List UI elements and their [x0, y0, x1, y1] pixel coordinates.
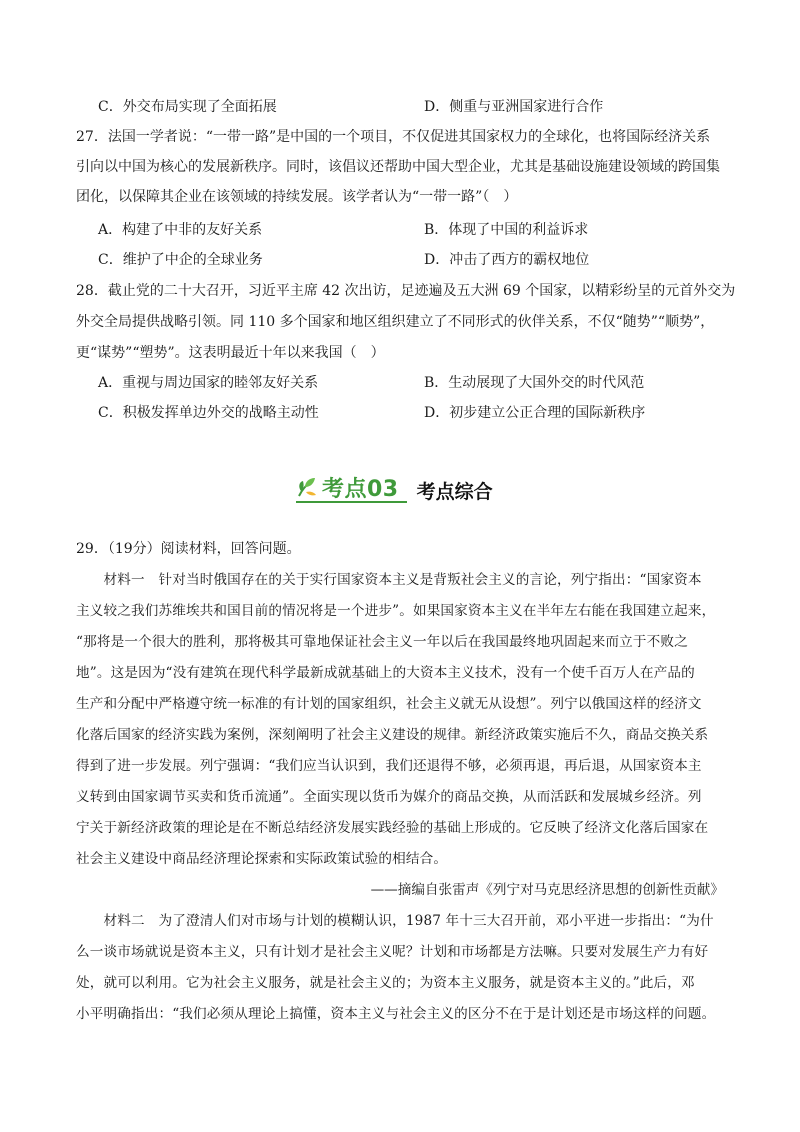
q27-option-a: A．构建了中非的友好关系 [98, 222, 263, 238]
section-badge [296, 473, 407, 503]
q28-stem-line-1: 28．截止党的二十大召开，习近平主席 42 次出访，足迹遍及五大洲 69 个国家，以精彩纷呈的元首外交为 [76, 283, 736, 299]
material2-line-3: 处，就可以利用。它为社会主义服务，就是社会主义的；为资本主义服务，就是资本主义的。”此后，邓 [76, 975, 695, 991]
section-title: 考点综合 [416, 480, 493, 503]
material2-line-2: 么一谈市场就说是资本主义，只有计划才是社会主义呢？计划和市场都是方法嘛。只要对发展生产力有好 [76, 944, 709, 960]
leaf-icon [296, 476, 318, 498]
material1-line-10: 社会主义建设中商品经济理论探索和实际政策试验的相结合。 [76, 851, 448, 867]
q27-option-b: B．体现了中国的利益诉求 [424, 222, 589, 238]
section-header [296, 470, 493, 506]
q27-stem-line-1: 27．法国一学者说：“一带一路”是中国的一个项目，不仅促进其国家权力的全球化，也将国际经济关系 [76, 129, 711, 145]
q29-stem: 29．（19分）阅读材料，回答问题。 [76, 541, 301, 557]
material1-line-9: 宁关于新经济政策的理论是在不断总结经济发展实践经验的基础上形成的。它反映了经济文化落后国家在 [76, 820, 709, 836]
q26-option-c: C．外交布局实现了全面拓展 [98, 99, 277, 115]
material2-line-4: 小平明确指出：“我们必须从理论上搞懂，资本主义与社会主义的区分不在于是计划还是市场这样的问题。 [76, 1006, 716, 1022]
material2-line-1: 材料二 为了澄清人们对市场与计划的模糊认识，1987 年十三大召开前，邓小平进一步指出：“为什 [76, 913, 714, 929]
q27-option-d: D．冲击了西方的霸权地位 [424, 252, 590, 268]
q27-stem-line-3: 团化，以保障其企业在该领域的持续发展。该学者认为“一带一路”（ ） [76, 189, 518, 205]
q27-option-c: C．维护了中企的全球业务 [98, 252, 263, 268]
material1-line-4: 地”。这是因为“没有建筑在现代科学最新成就基础上的大资本主义技术，没有一个使千百万人在产品的 [76, 665, 695, 681]
q28-option-a: A．重视与周边国家的睦邻友好关系 [98, 375, 319, 391]
section-badge-label: 考点03 [322, 476, 399, 502]
q28-option-d: D．初步建立公正合理的国际新秩序 [424, 405, 646, 421]
material1-line-5: 生产和分配中严格遵守统一标准的有计划的国家组织，社会主义就无从设想”。列宁以俄国这样的经济文 [76, 696, 702, 712]
material1-line-7: 得到了进一步发展。列宁强调：“我们应当认识到，我们还退得不够，必须再退，再后退，从国家资本主 [76, 758, 702, 774]
q28-option-c: C．积极发挥单边外交的战略主动性 [98, 405, 319, 421]
material1-source: ——摘编自张雷声《列宁对马克思经济思想的创新性贡献》 [370, 882, 724, 898]
material1-line-2: 主义较之我们苏维埃共和国目前的情况将是一个进步”。如果国家资本主义在半年左右能在我国建立起来， [76, 603, 716, 619]
material1-line-8: 义转到由国家调节买卖和货币流通”。全面实现以货币为媒介的商品交换，从而活跃和发展城乡经济。列 [76, 789, 702, 805]
q26-option-d: D．侧重与亚洲国家进行合作 [424, 99, 604, 115]
q27-stem-line-2: 引向以中国为核心的发展新秩序。同时，该倡议还帮助中国大型企业，尤其是基础设施建设领域的跨国集 [76, 159, 720, 175]
material1-line-1: 材料一 针对当时俄国存在的关于实行国家资本主义是背叛社会主义的言论，列宁指出：“国家资本 [76, 572, 702, 588]
material1-line-3: “那将是一个很大的胜利，那将极其可靠地保证社会主义一年以后在我国最终地巩固起来而立于不败之 [76, 634, 688, 650]
material1-line-6: 化落后国家的经济实践为案例，深刻阐明了社会主义建设的规律。新经济政策实施后不久，商品交换关系 [76, 727, 709, 743]
q28-stem-line-2: 外交全局提供战略引领。同 110 多个国家和地区组织建立了不同形式的伙伴关系，不仅“随势”“顺势”， [76, 314, 715, 330]
q28-option-b: B．生动展现了大国外交的时代风范 [424, 375, 645, 391]
q28-stem-line-3: 更“谋势”“塑势”。这表明最近十年以来我国（ ） [76, 345, 385, 361]
